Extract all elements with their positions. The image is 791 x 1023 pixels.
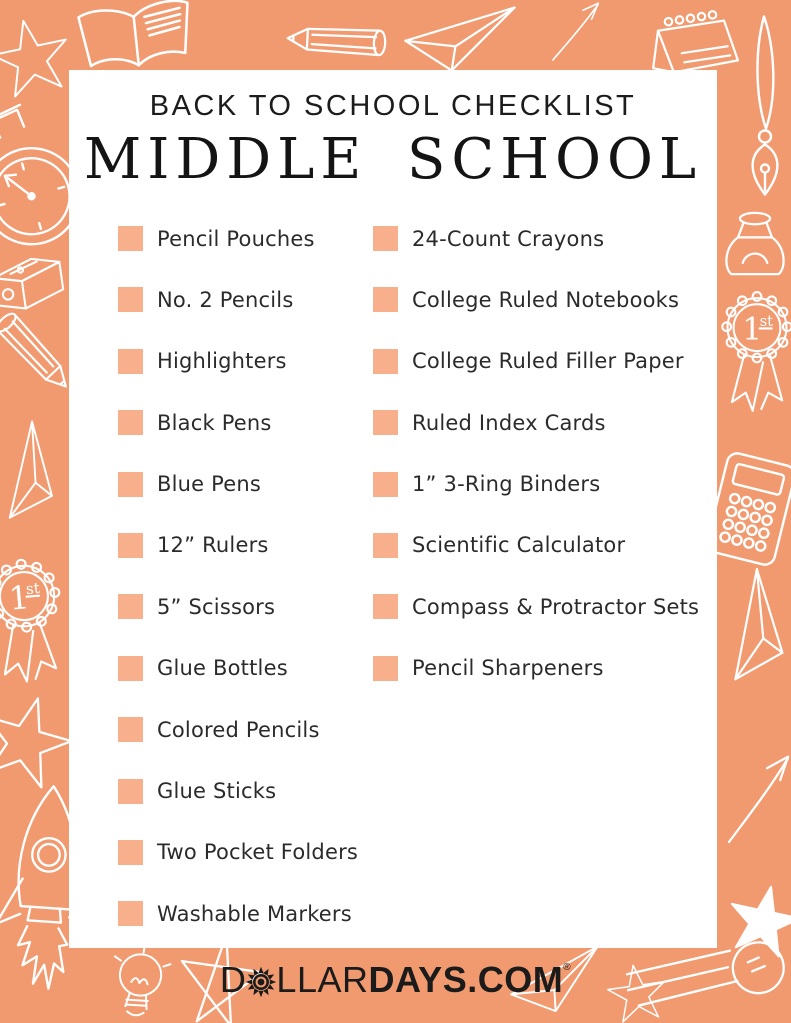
checklist-item [118, 779, 358, 804]
checkbox [118, 226, 143, 251]
checklist-card [69, 70, 717, 948]
pencil-icon [281, 19, 405, 63]
checklist-item [373, 349, 699, 374]
item-label: Compass & Protractor Sets [412, 594, 700, 619]
page-subtitle: BACK TO SCHOOL CHECKLIST [149, 90, 637, 122]
checklist-item [118, 533, 358, 558]
first-place-ribbon-icon [0, 549, 72, 691]
logo-text-days-com: DAYS.COM [368, 959, 564, 1000]
checklist-item [118, 349, 358, 374]
checkbox [373, 656, 398, 681]
item-label: Pencil Sharpeners [412, 656, 604, 681]
checkbox [118, 717, 143, 742]
checklist-item [118, 717, 358, 742]
item-label: 5” Scissors [157, 594, 276, 619]
item-label: Two Pocket Folders [157, 840, 359, 865]
item-label: Black Pens [157, 410, 272, 435]
checklist-item [373, 226, 699, 251]
checkbox [118, 901, 143, 926]
item-label: Colored Pencils [157, 717, 320, 742]
checkbox [373, 472, 398, 497]
item-label: Glue Sticks [157, 779, 277, 804]
checkbox [118, 349, 143, 374]
checkbox [373, 349, 398, 374]
checkbox [373, 594, 398, 619]
registered-mark: ® [563, 962, 572, 973]
item-label: College Ruled Notebooks [412, 287, 680, 312]
item-label: Pencil Pouches [157, 226, 315, 251]
item-label: No. 2 Pencils [157, 287, 294, 312]
checklist-item [373, 287, 699, 312]
arrow-icon [534, 0, 618, 75]
checkbox [118, 594, 143, 619]
checkbox [373, 410, 398, 435]
item-label: College Ruled Filler Paper [412, 349, 684, 374]
checkbox [373, 287, 398, 312]
first-place-ribbon-icon [718, 286, 791, 416]
checklist-column-right [373, 226, 699, 681]
checklist-item [118, 226, 358, 251]
checklist-item [373, 533, 699, 558]
checkbox [118, 840, 143, 865]
checklist-item [118, 472, 358, 497]
checkbox [118, 287, 143, 312]
checkbox [118, 779, 143, 804]
sun-icon [245, 966, 277, 998]
item-label: Washable Markers [157, 901, 352, 926]
star-icon [0, 8, 80, 105]
checklist-item [373, 410, 699, 435]
ink-bottle-icon [722, 206, 788, 282]
footer [0, 959, 791, 1001]
checklist-item [118, 410, 358, 435]
page-title: MIDDLE SCHOOL [83, 127, 703, 192]
logo-text-llar: LLAR [276, 959, 369, 1000]
checklist-item [118, 901, 358, 926]
checklist-item [373, 656, 699, 681]
item-label: Blue Pens [157, 472, 262, 497]
logo-text-d: D [219, 959, 247, 1000]
checkbox [118, 656, 143, 681]
checkbox [118, 533, 143, 558]
paper-plane-icon [392, 2, 528, 76]
checklist-item [118, 656, 358, 681]
checkbox [373, 226, 398, 251]
fountain-pen-icon [742, 12, 786, 208]
checklist-item [118, 594, 358, 619]
item-label: Glue Bottles [157, 656, 288, 681]
checklist-item [373, 472, 699, 497]
checklist-item [373, 594, 699, 619]
checklist-item [118, 287, 358, 312]
checklist-column-left [118, 226, 358, 926]
item-label: Highlighters [157, 349, 287, 374]
checkbox [118, 472, 143, 497]
dollardays-logo [220, 959, 571, 1001]
checkbox [373, 533, 398, 558]
item-label: Scientific Calculator [412, 533, 626, 558]
item-label: Ruled Index Cards [412, 410, 606, 435]
checklist-item [118, 840, 358, 865]
item-label: 1” 3-Ring Binders [412, 472, 601, 497]
checkbox [118, 410, 143, 435]
item-label: 12” Rulers [157, 533, 269, 558]
item-label: 24-Count Crayons [412, 226, 605, 251]
arrow-icon [716, 731, 791, 863]
